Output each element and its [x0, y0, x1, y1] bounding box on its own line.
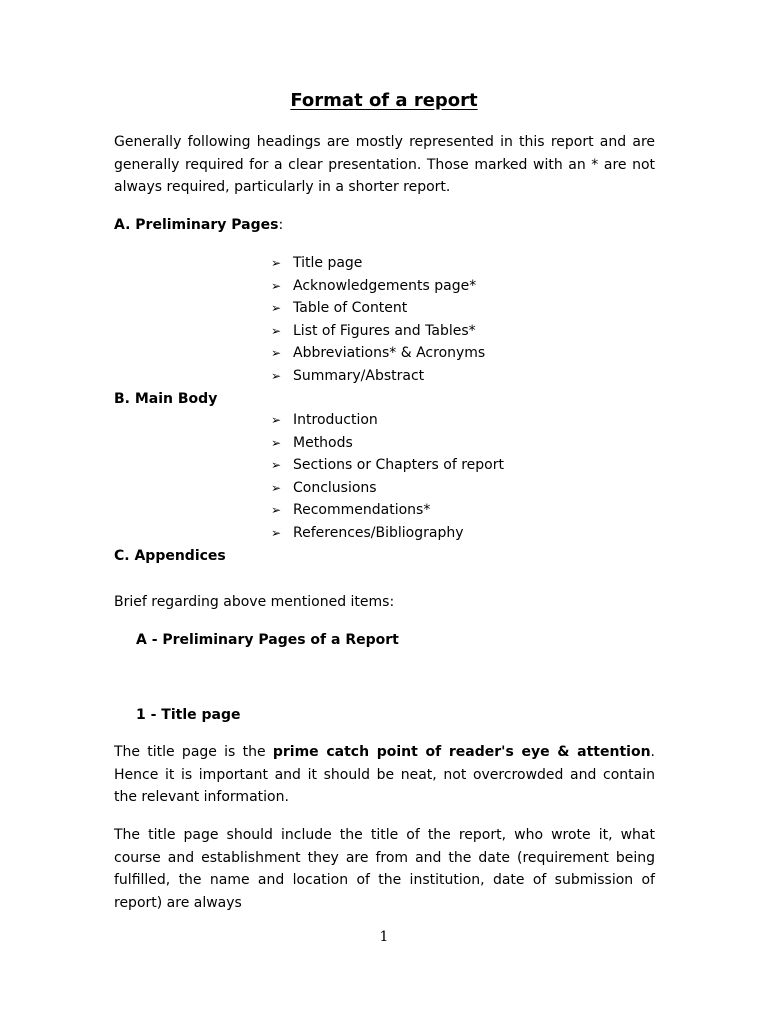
list-item-label: References/Bibliography — [293, 524, 464, 541]
list-item-label: Sections or Chapters of report — [293, 457, 504, 474]
arrow-bullet-icon: ➢ — [271, 346, 282, 361]
list-item — [271, 275, 485, 298]
page-title: Format of a report — [290, 90, 478, 111]
list-item-label: Summary/Abstract — [293, 367, 425, 384]
list-item — [271, 522, 504, 545]
list-item — [271, 365, 485, 388]
brief-text: Brief regarding above mentioned items: — [114, 594, 395, 610]
section-a-heading — [114, 215, 283, 235]
title-page-paragraph-1 — [114, 741, 655, 809]
list-item — [271, 297, 485, 320]
subheading-title-page: 1 - Title page — [136, 707, 241, 723]
main-body-list — [271, 409, 504, 545]
list-item — [271, 432, 504, 455]
arrow-bullet-icon: ➢ — [271, 368, 282, 383]
list-item-label: Recommendations* — [293, 502, 431, 519]
list-item — [271, 252, 485, 275]
arrow-bullet-icon: ➢ — [271, 278, 282, 293]
list-item — [271, 454, 504, 477]
section-c-heading: C. Appendices — [114, 548, 226, 564]
intro-paragraph: Generally following headings are mostly represented in this report and are generally required for a clear presentation. Those marked with an * are not always required, particularly in a shorter report. — [114, 134, 655, 195]
arrow-bullet-icon: ➢ — [271, 480, 282, 495]
emphasis-text: prime catch point of reader's eye & attention — [272, 744, 651, 760]
arrow-bullet-icon: ➢ — [271, 458, 282, 473]
list-item — [271, 320, 485, 343]
list-item-label: Acknowledgements page* — [293, 277, 477, 294]
title-page-paragraph-2: The title page should include the title of the report, who wrote it, what course and establishment they are from and the date (requirement being fulfilled, the name and location of the institution, date of submission of report) are always — [114, 827, 655, 911]
list-item-label: Abbreviations* & Acronyms — [293, 345, 486, 362]
paragraph-text: . Hence it is important and it should be neat, not overcrowded and contain the relevant information. — [114, 744, 655, 805]
paragraph-text: The title page is the — [114, 744, 273, 760]
list-item — [271, 342, 485, 365]
section-a-colon: : — [278, 217, 284, 233]
section-a-label: A. Preliminary Pages — [114, 217, 279, 233]
list-item-label: Title page — [293, 255, 363, 271]
section-b-heading: B. Main Body — [114, 391, 218, 407]
list-item — [271, 409, 504, 432]
subheading-preliminary-pages: A - Preliminary Pages of a Report — [136, 632, 399, 648]
list-item-label: Table of Content — [293, 300, 408, 317]
arrow-bullet-icon: ➢ — [271, 503, 282, 518]
list-item — [271, 477, 504, 500]
arrow-bullet-icon: ➢ — [271, 413, 282, 427]
preliminary-pages-list — [271, 252, 485, 388]
arrow-bullet-icon: ➢ — [271, 435, 282, 450]
arrow-bullet-icon: ➢ — [271, 301, 282, 316]
arrow-bullet-icon: ➢ — [271, 323, 282, 338]
list-item — [271, 499, 504, 522]
arrow-bullet-icon: ➢ — [271, 256, 282, 270]
list-item-label: List of Figures and Tables* — [293, 322, 476, 339]
list-item-label: Conclusions — [293, 479, 377, 496]
list-item-label: Introduction — [293, 412, 378, 428]
arrow-bullet-icon: ➢ — [271, 525, 282, 540]
page-number: 1 — [379, 929, 389, 945]
list-item-label: Methods — [293, 434, 353, 451]
